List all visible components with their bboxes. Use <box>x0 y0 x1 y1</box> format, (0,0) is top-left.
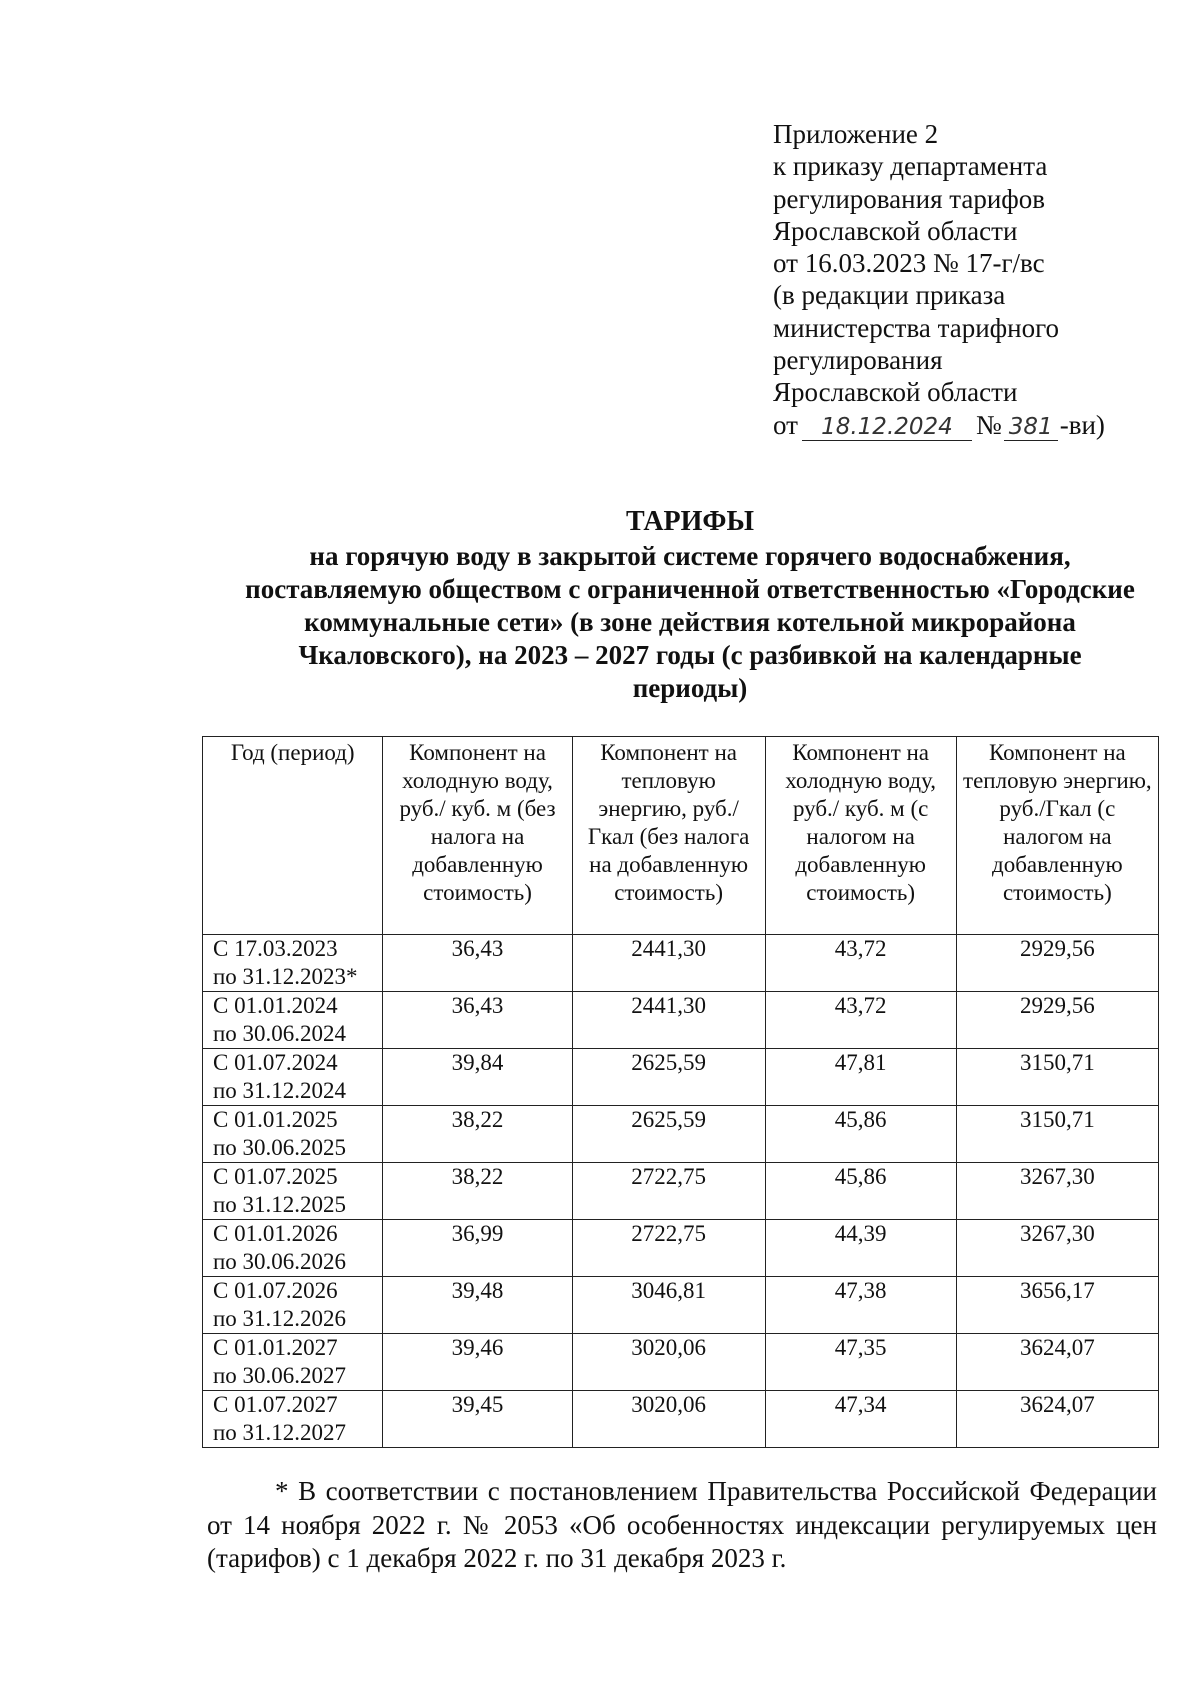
heat-vat-cell: 3624,07 <box>956 1391 1158 1448</box>
title-line: коммунальные сети» (в зоне действия котельной микрорайона <box>304 607 1076 637</box>
amendment-line <box>773 409 1173 441</box>
period-to: по 30.06.2024 <box>213 1021 347 1046</box>
table-row <box>203 992 1159 1049</box>
period-cell <box>203 1391 383 1448</box>
cold-water-no-vat-cell: 36,43 <box>383 992 572 1049</box>
title-line: на горячую воду в закрытой системе горячего водоснабжения, <box>309 541 1071 571</box>
period-cell <box>203 1277 383 1334</box>
appendix-line: от 16.03.2023 № 17-г/вс <box>773 248 1045 279</box>
appendix-line: Ярославской области <box>773 215 1018 246</box>
heat-vat-cell: 3656,17 <box>956 1277 1158 1334</box>
cold-water-vat-cell: 47,34 <box>765 1391 956 1448</box>
heat-no-vat-cell: 3046,81 <box>572 1277 765 1334</box>
handwritten-date: 18.12.2024 <box>802 414 972 441</box>
document-title <box>150 505 1200 705</box>
appendix-line: министерства тарифного <box>773 312 1060 343</box>
handwritten-number: 381 <box>1004 414 1058 441</box>
period-to: по 31.12.2025 <box>213 1192 347 1217</box>
period-to: по 30.06.2027 <box>213 1363 347 1388</box>
cold-water-vat-cell: 43,72 <box>765 935 956 992</box>
period-cell <box>203 1220 383 1277</box>
number-suffix: -ви) <box>1059 409 1105 440</box>
heat-vat-cell: 3267,30 <box>956 1163 1158 1220</box>
header-cold-water-no-vat: Компонент на холодную воду, руб./ куб. м (без налога на добавленную стоимость) <box>383 737 572 935</box>
period-cell <box>203 992 383 1049</box>
period-cell <box>203 935 383 992</box>
period-cell <box>203 1163 383 1220</box>
cold-water-no-vat-cell: 36,99 <box>383 1220 572 1277</box>
cold-water-vat-cell: 43,72 <box>765 992 956 1049</box>
table-row <box>203 1334 1159 1391</box>
appendix-line: Приложение 2 <box>773 119 939 149</box>
table-row <box>203 1277 1159 1334</box>
title-line: периоды) <box>632 673 748 703</box>
cold-water-no-vat-cell: 38,22 <box>383 1106 572 1163</box>
cold-water-vat-cell: 45,86 <box>765 1163 956 1220</box>
heat-vat-cell: 3267,30 <box>956 1220 1158 1277</box>
header-heat-vat: Компонент на тепловую энергию, руб./Гкал (с налогом на добавленную стоимость) <box>956 737 1158 935</box>
appendix-line: регулирования тарифов <box>773 183 1046 214</box>
from-prefix: от <box>773 409 798 440</box>
period-to: по 30.06.2026 <box>213 1249 347 1274</box>
cold-water-no-vat-cell: 39,45 <box>383 1391 572 1448</box>
period-from: С 17.03.2023 <box>213 936 338 961</box>
period-cell <box>203 1049 383 1106</box>
table-row <box>203 1220 1159 1277</box>
period-from: С 01.01.2025 <box>213 1107 338 1132</box>
heat-vat-cell: 3150,71 <box>956 1106 1158 1163</box>
cold-water-vat-cell: 47,35 <box>765 1334 956 1391</box>
cold-water-vat-cell: 44,39 <box>765 1220 956 1277</box>
heat-no-vat-cell: 2722,75 <box>572 1220 765 1277</box>
header-period: Год (период) <box>203 737 383 935</box>
period-from: С 01.07.2024 <box>213 1050 338 1075</box>
appendix-line: регулирования <box>773 345 943 376</box>
heat-no-vat-cell: 2625,59 <box>572 1106 765 1163</box>
title-line: Чкаловского), на 2023 – 2027 годы (с разбивкой на календарные <box>298 640 1082 670</box>
period-from: С 01.07.2025 <box>213 1164 338 1189</box>
number-sign: № <box>975 409 1002 440</box>
cold-water-no-vat-cell: 38,22 <box>383 1163 572 1220</box>
heat-no-vat-cell: 2625,59 <box>572 1049 765 1106</box>
cold-water-no-vat-cell: 36,43 <box>383 935 572 992</box>
period-from: С 01.07.2026 <box>213 1278 338 1303</box>
heat-no-vat-cell: 2441,30 <box>572 992 765 1049</box>
title-main: ТАРИФЫ <box>626 506 754 537</box>
appendix-block <box>773 118 1173 441</box>
appendix-line: Ярославской области <box>773 377 1018 408</box>
cold-water-vat-cell: 45,86 <box>765 1106 956 1163</box>
cold-water-no-vat-cell: 39,84 <box>383 1049 572 1106</box>
footnote: * В соответствии с постановлением Правительства Российской Федерации от 14 ноября 2022 г. № 2053 «Об особенностях индексации регулируемых цен (тарифов) с 1 декабря 2022 г. по 31 декабря 2023 г. <box>207 1476 1157 1573</box>
heat-no-vat-cell: 2441,30 <box>572 935 765 992</box>
period-to: по 31.12.2027 <box>213 1420 347 1445</box>
heat-vat-cell: 2929,56 <box>956 992 1158 1049</box>
period-from: С 01.01.2026 <box>213 1221 338 1246</box>
period-to: по 31.12.2023* <box>213 964 358 989</box>
heat-no-vat-cell: 3020,06 <box>572 1391 765 1448</box>
appendix-line: к приказу департамента <box>773 151 1048 182</box>
period-from: С 01.07.2027 <box>213 1392 338 1417</box>
period-cell <box>203 1334 383 1391</box>
heat-vat-cell: 2929,56 <box>956 935 1158 992</box>
cold-water-vat-cell: 47,81 <box>765 1049 956 1106</box>
table-row <box>203 1391 1159 1448</box>
period-to: по 31.12.2026 <box>213 1306 347 1331</box>
title-line: поставляемую обществом с ограниченной ответственностью «Городские <box>245 574 1135 604</box>
appendix-line: (в редакции приказа <box>773 280 1006 311</box>
period-cell <box>203 1106 383 1163</box>
period-from: С 01.01.2027 <box>213 1335 338 1360</box>
cold-water-no-vat-cell: 39,48 <box>383 1277 572 1334</box>
table-row <box>203 935 1159 992</box>
table-row <box>203 1163 1159 1220</box>
period-to: по 31.12.2024 <box>213 1078 347 1103</box>
table-header-row <box>203 737 1159 935</box>
cold-water-vat-cell: 47,38 <box>765 1277 956 1334</box>
header-cold-water-vat: Компонент на холодную воду, руб./ куб. м (с налогом на добавленную стоимость) <box>765 737 956 935</box>
heat-no-vat-cell: 3020,06 <box>572 1334 765 1391</box>
heat-vat-cell: 3624,07 <box>956 1334 1158 1391</box>
table-row <box>203 1049 1159 1106</box>
heat-no-vat-cell: 2722,75 <box>572 1163 765 1220</box>
tariffs-table <box>202 736 1159 1448</box>
cold-water-no-vat-cell: 39,46 <box>383 1334 572 1391</box>
heat-vat-cell: 3150,71 <box>956 1049 1158 1106</box>
period-from: С 01.01.2024 <box>213 993 338 1018</box>
header-heat-no-vat: Компонент на тепловую энергию, руб./Гкал (без налога на добавленную стоимость) <box>572 737 765 935</box>
period-to: по 30.06.2025 <box>213 1135 347 1160</box>
table-row <box>203 1106 1159 1163</box>
